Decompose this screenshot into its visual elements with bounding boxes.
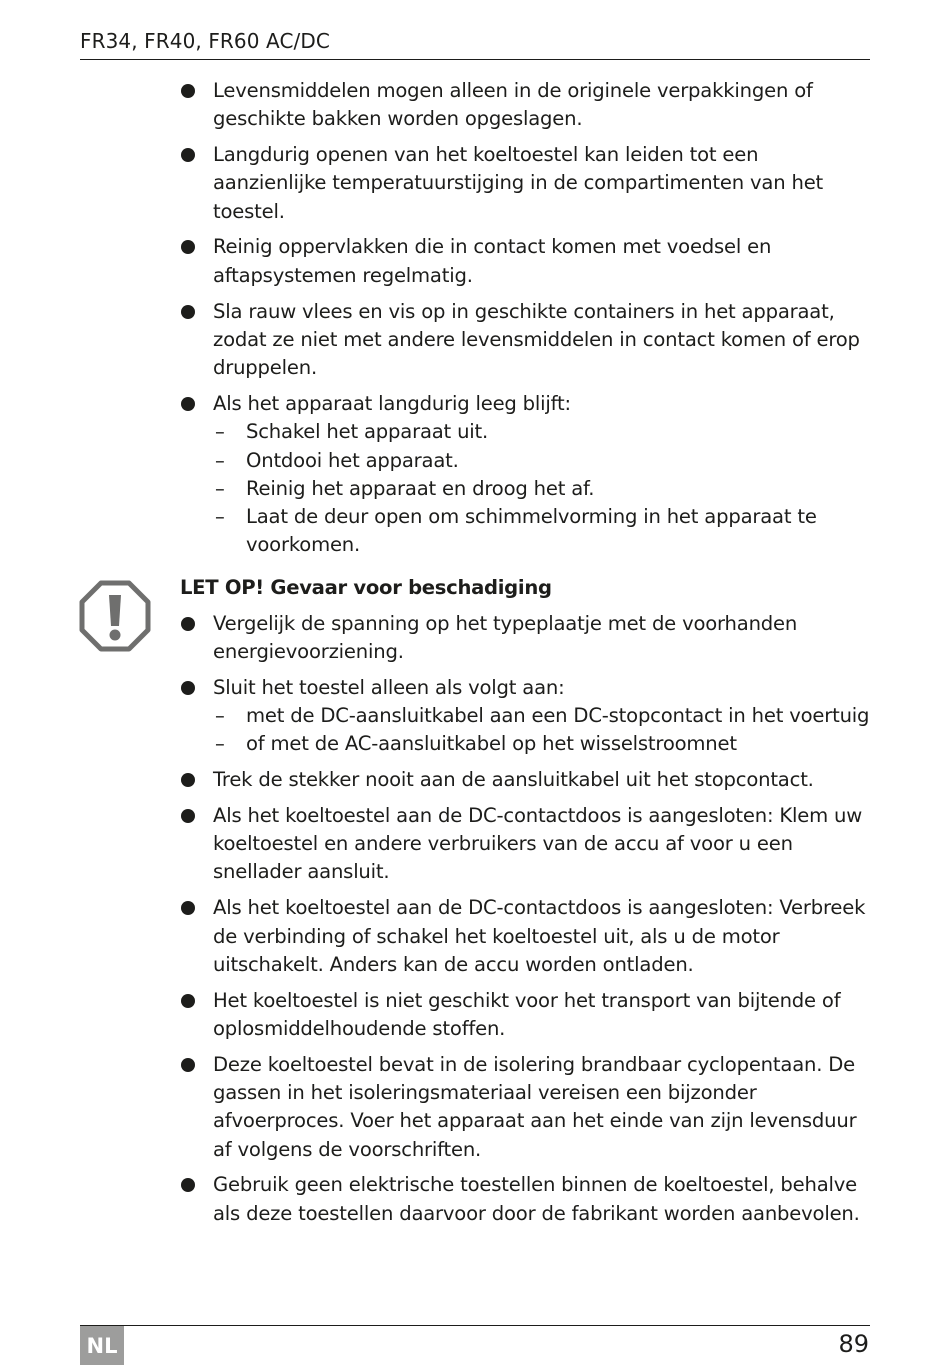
list-item-text: Het koeltoestel is niet geschikt voor het transport van bijtende of oplosmiddelhoudende stoffen. — [213, 988, 841, 1040]
list-item-text: Als het apparaat langdurig leeg blijft: — [213, 391, 571, 415]
sub-list-item: – Reinig het apparaat en droog het af. — [213, 475, 874, 503]
language-badge: NL — [80, 1326, 124, 1365]
warning-heading: LET OP! Gevaar voor beschadiging — [180, 575, 552, 599]
sub-list — [213, 702, 874, 759]
sub-list-item: – Laat de deur open om schimmelvorming in het apparaat te voorkomen. — [213, 503, 874, 560]
list-item — [180, 1171, 874, 1228]
list-item — [180, 390, 874, 560]
running-header: FR34, FR40, FR60 AC/DC — [80, 29, 330, 53]
page-number: 89 — [838, 1330, 869, 1358]
list-item — [180, 610, 874, 667]
list-item — [180, 802, 874, 887]
list-item — [180, 894, 874, 979]
list-item — [180, 987, 874, 1044]
list-item-text: Reinig oppervlakken die in contact komen met voedsel en aftapsystemen regelmatig. — [213, 235, 772, 287]
footer-rule — [80, 1325, 870, 1326]
precautions-list — [180, 77, 874, 560]
list-item-text: Sluit het toestel alleen als volgt aan: — [213, 675, 565, 699]
warning-list — [180, 610, 874, 1228]
list-item — [180, 1051, 874, 1164]
list-item-text: Deze koeltoestel bevat in de isolering brandbaar cyclopentaan. De gassen in het isoleringsmateriaal vereisen een bijzonder afvoerproces. Voer het apparaat aan het einde van zijn levensduur af volgens de voorschriften. — [213, 1052, 857, 1161]
header-rule — [80, 59, 870, 60]
list-item-text: Langdurig openen van het koeltoestel kan leiden tot een aanzienlijke temperatuurstijging in de compartimenten van het toestel. — [213, 143, 824, 223]
list-item-text: Vergelijk de spanning op het typeplaatje met de voorhanden energievoorziening. — [213, 611, 798, 663]
sub-list-item: – of met de AC-aansluitkabel op het wisselstroomnet — [213, 730, 874, 758]
list-item-text: Sla rauw vlees en vis op in geschikte containers in het apparaat, zodat ze niet met andere levensmiddelen in contact komen of erop druppelen. — [213, 299, 860, 380]
list-item — [180, 77, 874, 134]
sub-list-item: – met de DC-aansluitkabel aan een DC-stopcontact in het voertuig — [213, 702, 874, 730]
list-item — [180, 674, 874, 759]
list-item-text: Gebruik geen elektrische toestellen binnen de koeltoestel, behalve als deze toestellen daarvoor door de fabrikant worden aanbevolen. — [213, 1173, 860, 1225]
list-item — [180, 298, 874, 383]
list-item-text: Trek de stekker nooit aan de aansluitkabel uit het stopcontact. — [213, 768, 814, 792]
list-item — [180, 233, 874, 290]
sub-list-item: – Schakel het apparaat uit. — [213, 418, 874, 446]
sub-list — [213, 418, 874, 559]
list-item-text: Als het koeltoestel aan de DC-contactdoos is aangesloten: Verbreek de verbinding of schakel het koeltoestel uit, als u de motor uitschakelt. Anders kan de accu worden ontladen. — [213, 896, 866, 976]
list-item — [180, 766, 874, 794]
list-item-text: Als het koeltoestel aan de DC-contactdoos is aangesloten: Klem uw koeltoestel en andere verbruikers van de accu af voor u een snellader aansluit. — [213, 803, 863, 884]
page-content — [180, 77, 874, 1235]
exclamation-octagon-icon — [79, 580, 151, 652]
list-item-text: Levensmiddelen mogen alleen in de originele verpakkingen of geschikte bakken worden opgeslagen. — [213, 79, 813, 131]
warning-section — [180, 574, 874, 1228]
list-item — [180, 141, 874, 226]
sub-list-item: – Ontdooi het apparaat. — [213, 447, 874, 475]
